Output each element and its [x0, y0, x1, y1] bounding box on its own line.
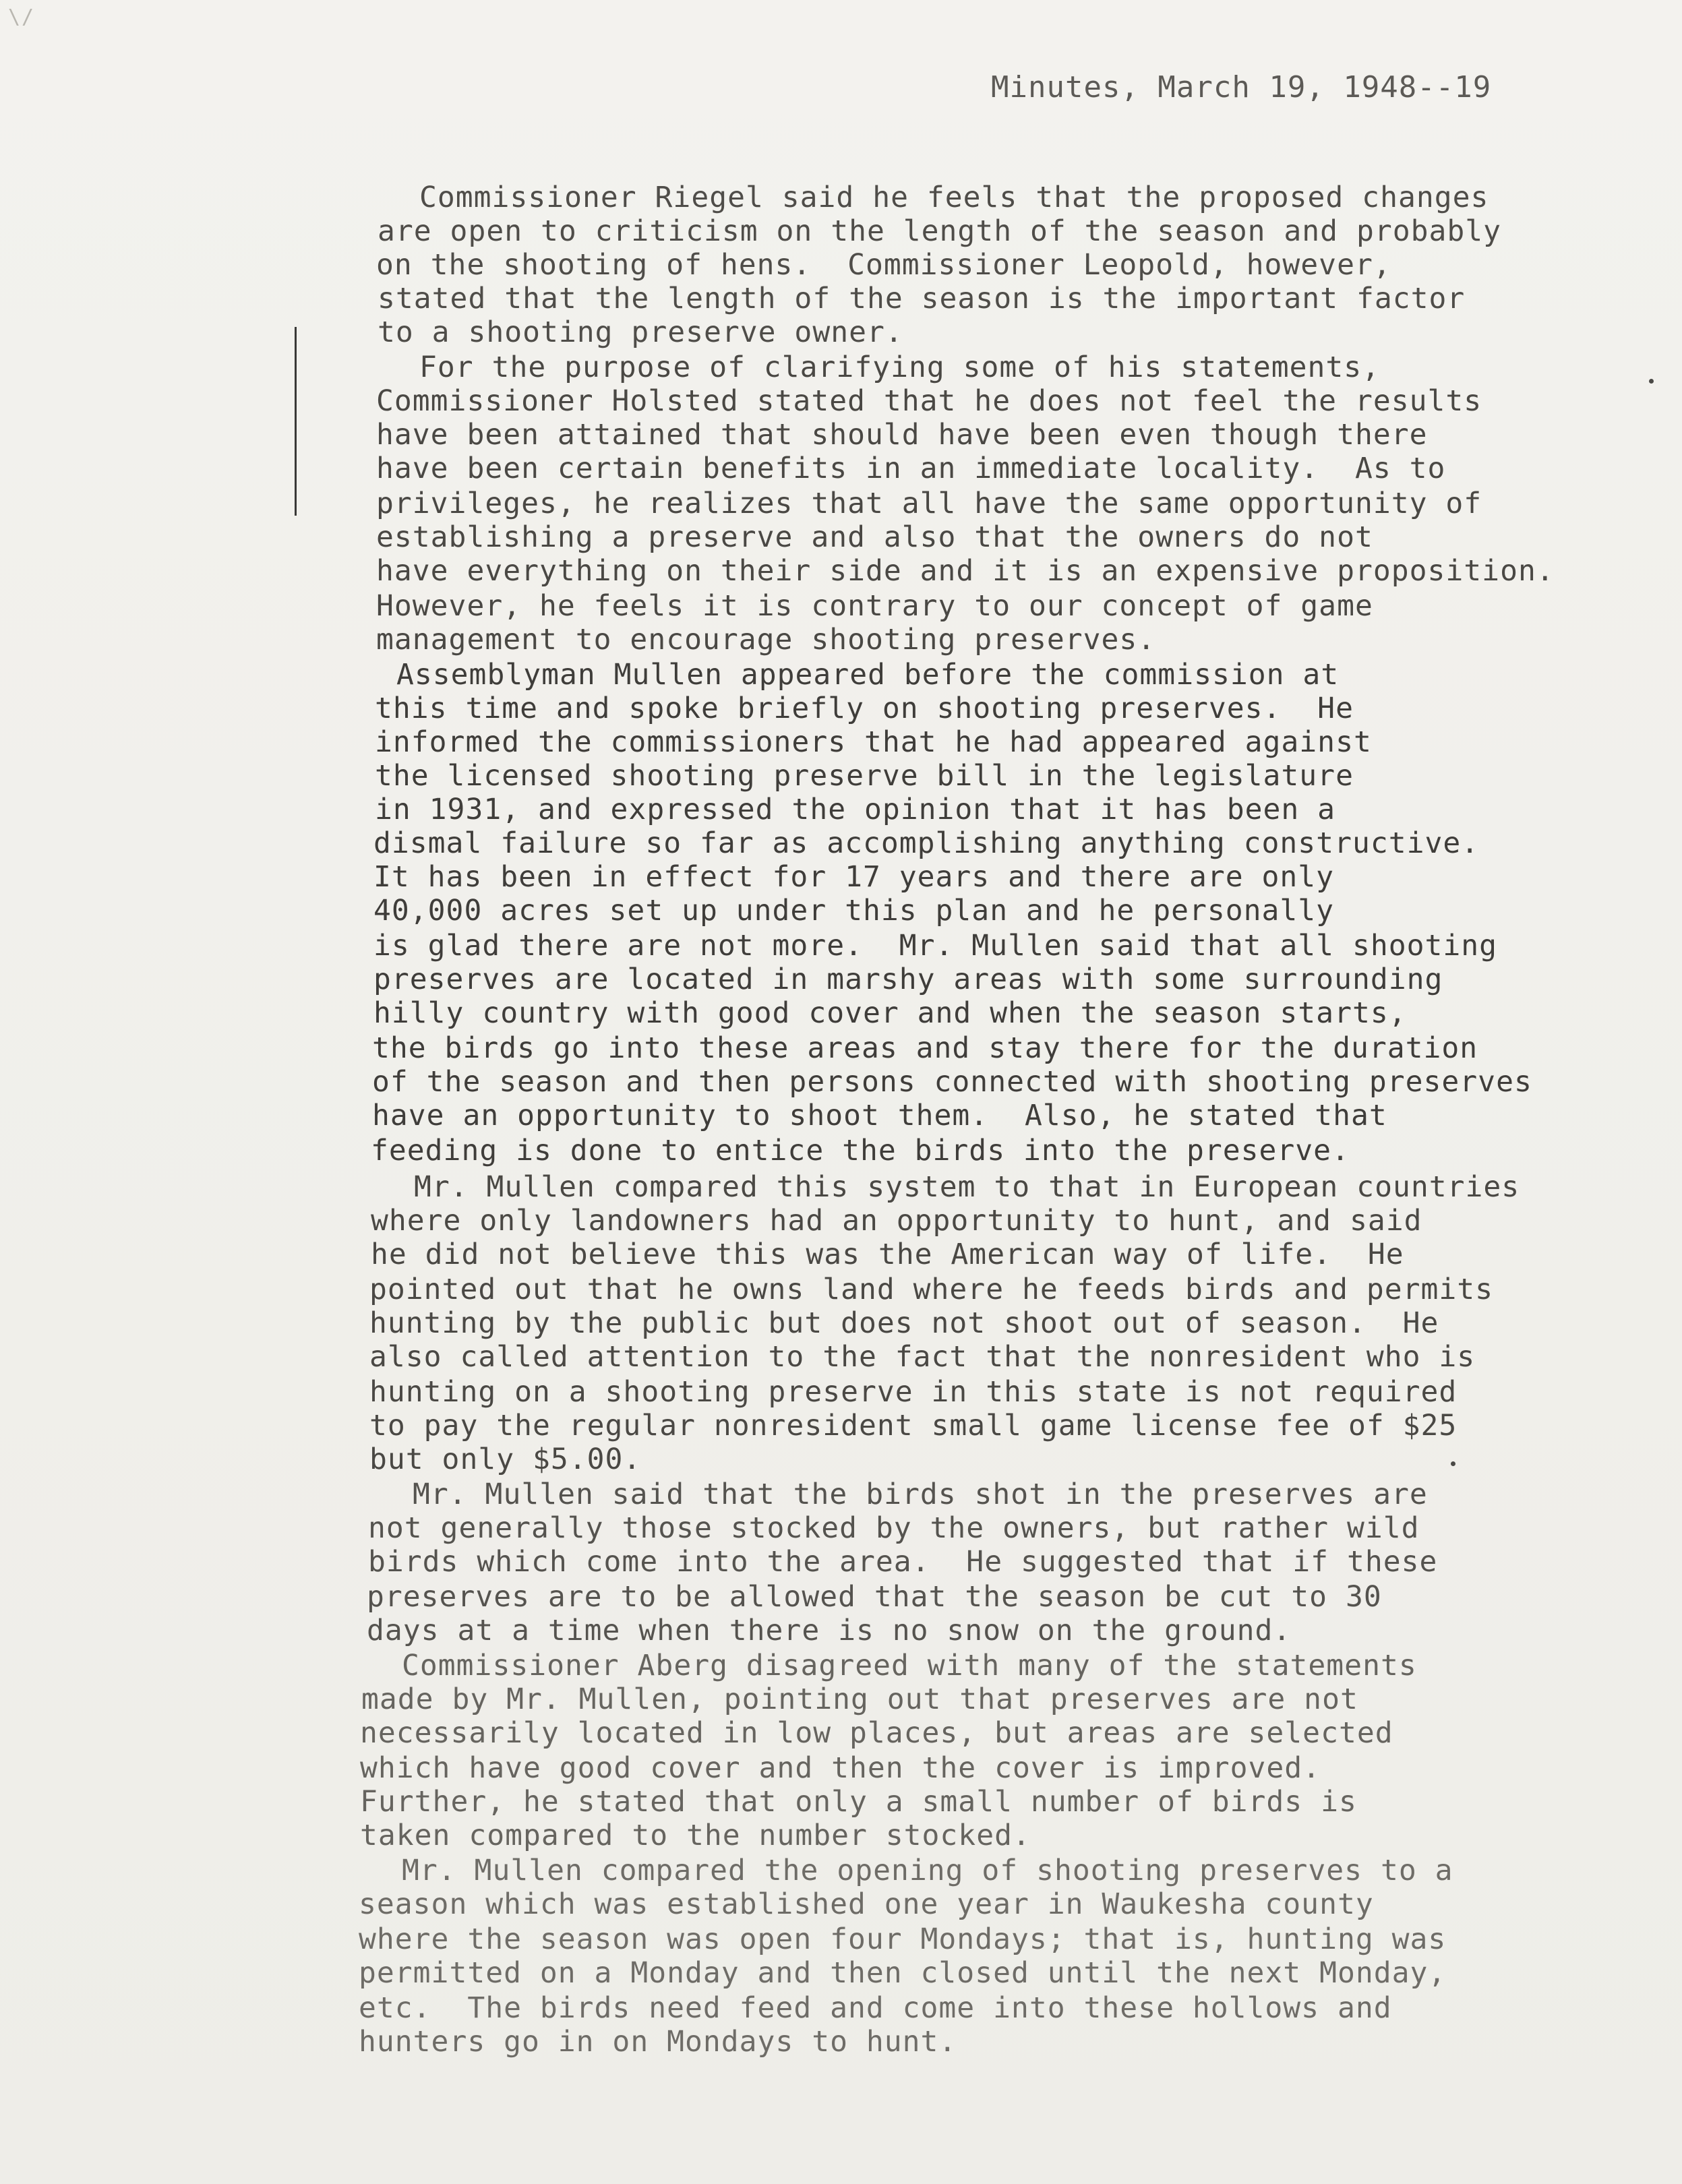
- text-line: Mr. Mullen compared the opening of shooting preserves to a: [402, 1854, 1453, 1887]
- text-line: dismal failure so far as accomplishing anything constructive.: [373, 826, 1480, 860]
- page-header: Minutes, March 19, 1948--19: [991, 70, 1492, 104]
- text-line: permitted on a Monday and then closed until the next Monday,: [359, 1956, 1447, 1990]
- text-line: hunters go in on Mondays to hunt.: [359, 2025, 957, 2059]
- text-line: informed the commissioners that he had appeared against: [375, 725, 1372, 759]
- text-line: have been attained that should have been even though there: [376, 418, 1428, 452]
- text-line: where only landowners had an opportunity to hunt, and said: [371, 1204, 1422, 1238]
- text-line: where the season was open four Mondays; that is, hunting was: [359, 1922, 1447, 1956]
- text-line: It has been in effect for 17 years and there are only: [373, 860, 1335, 894]
- text-line: hilly country with good cover and when the season starts,: [373, 996, 1407, 1030]
- text-line: made by Mr. Mullen, pointing out that preserves are not: [361, 1682, 1358, 1716]
- text-line: etc. The birds need feed and come into these hollows and: [359, 1991, 1392, 2025]
- text-line: season which was established one year in Waukesha county: [359, 1887, 1374, 1921]
- text-line: to pay the regular nonresident small game license fee of $25: [369, 1409, 1458, 1443]
- text-line: on the shooting of hens. Commissioner Leopold, however,: [376, 248, 1391, 282]
- text-line: establishing a preserve and also that the owners do not: [376, 520, 1373, 554]
- text-line: this time and spoke briefly on shooting preserves. He: [375, 692, 1354, 725]
- text-line: For the purpose of clarifying some of his statements,: [419, 351, 1381, 384]
- text-line: hunting on a shooting preserve in this state is not required: [369, 1375, 1458, 1409]
- text-line: days at a time when there is no snow on the ground.: [367, 1614, 1292, 1647]
- text-line: hunting by the public but does not shoot out of season. He: [369, 1306, 1439, 1340]
- text-line: management to encourage shooting preserves.: [376, 623, 1156, 657]
- text-line: have everything on their side and it is an expensive proposition.: [376, 554, 1555, 588]
- text-line: 40,000 acres set up under this plan and he personally: [373, 894, 1335, 928]
- text-line: Mr. Mullen said that the birds shot in the preserves are: [413, 1478, 1428, 1511]
- text-line: feeding is done to entice the birds into the preserve.: [371, 1134, 1350, 1167]
- text-line: also called attention to the fact that the nonresident who is: [369, 1340, 1476, 1374]
- text-line: Mr. Mullen compared this system to that in European countries: [414, 1170, 1520, 1204]
- text-line: privileges, he realizes that all have the same opportunity of: [376, 487, 1482, 520]
- text-line: of the season and then persons connected with shooting preserves: [372, 1065, 1532, 1099]
- text-line: Commissioner Riegel said he feels that the proposed changes: [419, 181, 1489, 214]
- text-line: Commissioner Aberg disagreed with many of the statements: [402, 1649, 1417, 1682]
- text-line: birds which come into the area. He suggested that if these: [368, 1545, 1438, 1579]
- text-line: have an opportunity to shoot them. Also, he stated that: [372, 1099, 1387, 1132]
- text-line: not generally those stocked by the owners, but rather wild: [368, 1511, 1420, 1545]
- text-line: the licensed shooting preserve bill in the legislature: [375, 759, 1354, 793]
- text-line: he did not believe this was the American way of life. He: [371, 1238, 1404, 1271]
- corner-mark: \/: [8, 5, 36, 29]
- text-line: are open to criticism on the length of the season and probably: [378, 214, 1502, 248]
- text-line: have been certain benefits in an immediate locality. As to: [376, 452, 1446, 485]
- text-line: is glad there are not more. Mr. Mullen said that all shooting: [373, 929, 1498, 963]
- text-line: taken compared to the number stocked.: [360, 1819, 1031, 1852]
- text-line: stated that the length of the season is the important factor: [378, 282, 1466, 315]
- text-line: pointed out that he owns land where he feeds birds and permits: [369, 1273, 1494, 1306]
- text-line: Assemblyman Mullen appeared before the commission at: [396, 658, 1340, 692]
- text-line: preserves are located in marshy areas with some surrounding: [373, 963, 1443, 996]
- text-line: necessarily located in low places, but areas are selected: [360, 1716, 1393, 1750]
- text-line: preserves are to be allowed that the season be cut to 30: [367, 1580, 1382, 1614]
- text-line: Further, he stated that only a small number of birds is: [360, 1785, 1357, 1819]
- text-line: However, he feels it is contrary to our concept of game: [376, 589, 1373, 623]
- text-line: but only $5.00.: [369, 1443, 642, 1476]
- text-line: Commissioner Holsted stated that he does not feel the results: [376, 384, 1482, 418]
- text-line: in 1931, and expressed the opinion that it has been a: [375, 793, 1336, 826]
- text-line: the birds go into these areas and stay there for the duration: [372, 1031, 1478, 1065]
- text-line: which have good cover and then the cover is improved.: [360, 1751, 1321, 1785]
- text-line: to a shooting preserve owner.: [378, 315, 903, 349]
